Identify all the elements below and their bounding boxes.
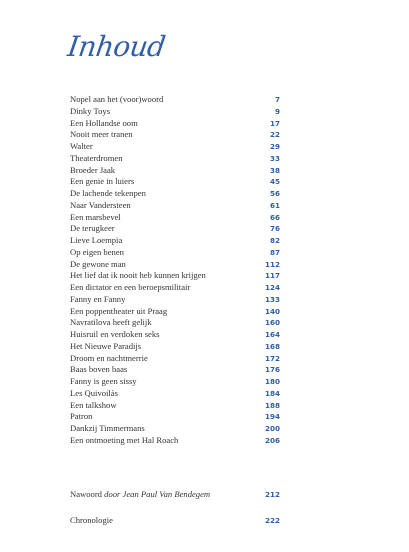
toc-row <box>70 188 280 200</box>
toc-page-number: 82 <box>269 236 280 245</box>
toc-page-number: 56 <box>269 189 280 198</box>
toc-title: Walter <box>70 141 93 151</box>
toc-page-number: 206 <box>264 435 280 445</box>
toc-title: Nopel aan het (voor)woord <box>70 94 164 104</box>
toc-row <box>70 118 280 130</box>
toc-page-number: 7 <box>274 95 280 104</box>
toc-title: Dinky Toys <box>70 105 111 116</box>
toc-title: De lachende tekenpen <box>70 188 146 198</box>
toc-title: Naar Vandersteen <box>70 199 131 210</box>
toc-page-number: 164 <box>264 330 280 339</box>
toc-row <box>70 400 280 412</box>
toc-page-number: 66 <box>269 212 280 222</box>
toc-title: Huisruil en verdoken seks <box>70 329 160 339</box>
toc-title: Een ontmoeting met Hal Roach <box>70 434 179 445</box>
toc-row <box>70 489 280 501</box>
toc-title: Een Hollandse oom <box>70 117 138 128</box>
toc-title: Nooit meer tranen <box>70 129 133 140</box>
toc-page-number: 160 <box>264 318 280 328</box>
toc-page-number: 188 <box>264 400 280 410</box>
toc-title: Lieve Loempia <box>70 235 123 245</box>
toc-title: Op eigen benen <box>70 246 124 257</box>
nawoord-entry <box>70 489 280 501</box>
toc-page-number: 184 <box>264 388 280 398</box>
toc-row <box>70 329 280 341</box>
chronologie-entry <box>70 515 280 527</box>
toc-row <box>70 364 280 376</box>
toc-row <box>70 376 280 388</box>
toc-title: Het Nieuwe Paradijs <box>70 340 142 351</box>
toc-page-number: 17 <box>269 118 280 128</box>
toc-title: Dankzij Timmermans <box>70 423 145 433</box>
toc-title: Nawoord door Jean Paul Van Bendegem <box>70 489 211 499</box>
toc-row <box>70 165 280 177</box>
toc-page-number: 9 <box>274 106 280 116</box>
toc-row <box>70 129 280 141</box>
toc-page-number: 172 <box>264 353 280 363</box>
toc-page-number: 117 <box>264 271 280 281</box>
toc-page-number: 180 <box>264 377 280 386</box>
toc-row <box>70 515 280 527</box>
toc-title: Fanny en Fanny <box>70 293 126 304</box>
toc-title: Het lief dat ik nooit heb kunnen krijgen <box>70 270 206 281</box>
page-title: Inhoud <box>65 30 168 63</box>
toc-page-number: 140 <box>264 306 280 316</box>
toc-row <box>70 141 280 153</box>
toc-row <box>70 94 280 106</box>
toc-page-number: 45 <box>269 177 280 187</box>
toc-row <box>70 341 280 353</box>
toc-page-number: 133 <box>264 294 280 304</box>
toc-page-number: 124 <box>264 283 280 292</box>
toc-page-number: 200 <box>264 424 280 433</box>
toc-row <box>70 388 280 400</box>
table-of-contents <box>70 94 280 447</box>
toc-page-number: 176 <box>264 365 280 375</box>
toc-row <box>70 353 280 365</box>
toc-row <box>70 282 280 294</box>
toc-title: Navratilova heeft gelijk <box>70 317 152 328</box>
toc-page-number: 222 <box>264 516 280 525</box>
toc-title: Chronologie <box>70 515 113 525</box>
toc-row <box>70 176 280 188</box>
toc-title: Les Quivoilàs <box>70 387 118 398</box>
toc-title: Broeder Jaak <box>70 164 116 175</box>
toc-page-number: 194 <box>264 412 280 422</box>
toc-row <box>70 212 280 224</box>
toc-row <box>70 259 280 271</box>
toc-page-number: 76 <box>269 224 280 234</box>
toc-page-number: 212 <box>264 490 280 499</box>
toc-title: Een talkshow <box>70 399 117 410</box>
toc-row <box>70 423 280 435</box>
toc-page-number: 87 <box>269 247 280 257</box>
toc-title: Baas boven baas <box>70 364 128 375</box>
toc-title: Theaterdromen <box>70 152 123 163</box>
toc-title: Fanny is geen sissy <box>70 376 137 386</box>
toc-title: De gewone man <box>70 258 126 269</box>
toc-page-number: 29 <box>269 142 280 151</box>
toc-row <box>70 411 280 423</box>
toc-page-number: 168 <box>264 341 280 351</box>
toc-row <box>70 106 280 118</box>
toc-title: Een marsbevel <box>70 211 121 222</box>
toc-row <box>70 153 280 165</box>
toc-row <box>70 235 280 247</box>
toc-page-number: 33 <box>269 153 280 163</box>
toc-row <box>70 306 280 318</box>
toc-row <box>70 270 280 282</box>
toc-title: Patron <box>70 411 93 422</box>
toc-row <box>70 317 280 329</box>
toc-title: Een poppentheater uit Praag <box>70 305 168 316</box>
toc-row <box>70 223 280 235</box>
toc-row <box>70 435 280 447</box>
toc-page-number: 38 <box>269 165 280 175</box>
toc-title: Een dictator en een beroepsmilitair <box>70 282 191 292</box>
toc-page-number: 22 <box>269 130 280 140</box>
toc-title: De terugkeer <box>70 223 115 234</box>
toc-page-number: 61 <box>269 200 280 210</box>
toc-row <box>70 200 280 212</box>
toc-row <box>70 294 280 306</box>
toc-page-number: 112 <box>264 259 280 269</box>
toc-row <box>70 247 280 259</box>
toc-title: Droom en nachtmerrie <box>70 352 148 363</box>
toc-title: Een genie in luiers <box>70 176 135 187</box>
